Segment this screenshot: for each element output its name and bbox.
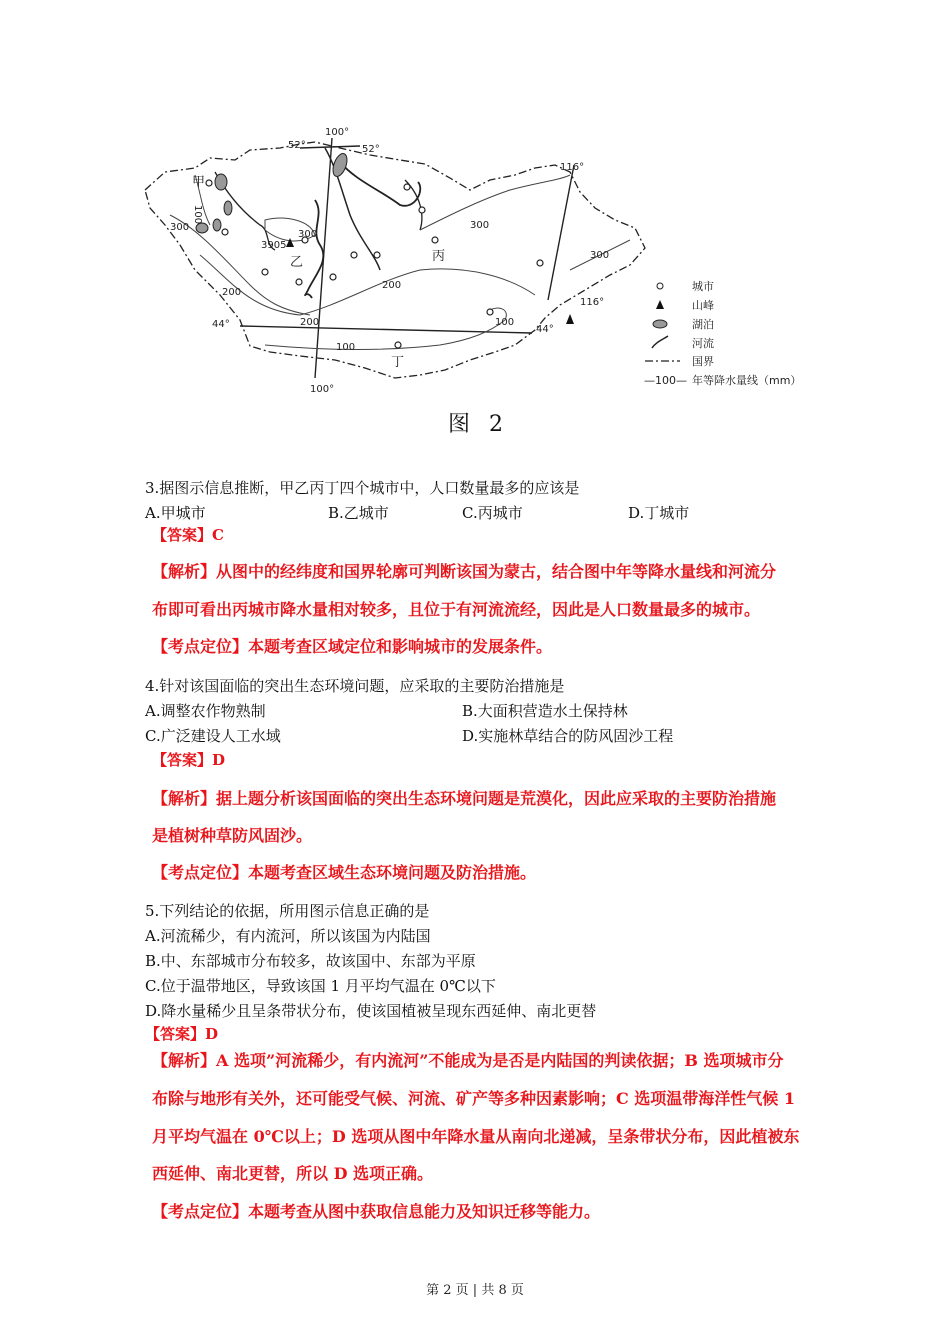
isohyet-label: 100 — [495, 317, 515, 328]
lake — [196, 223, 208, 233]
question-4-stem: 4.针对该国面临的突出生态环境问题，应采取的主要防治措施是 — [145, 677, 565, 695]
city-label-ding: 丁 — [391, 355, 405, 370]
city-marker — [296, 279, 302, 285]
city-marker — [404, 184, 410, 190]
question-4-option-d: D.实施林草结合的防风固沙工程 — [462, 727, 674, 745]
question-5-option-b: B.中、东部城市分布较多，故该国中、东部为平原 — [145, 952, 476, 970]
legend-border-label: 国界 — [692, 355, 714, 368]
legend-city-icon — [657, 283, 663, 289]
lon-label: 116° — [560, 162, 585, 173]
peak-height-label: 3905 — [261, 240, 287, 251]
city-marker — [487, 309, 493, 315]
city-marker-jia — [206, 180, 212, 186]
question-4-option-c: C.广泛建设人工水域 — [145, 727, 281, 745]
city-marker — [262, 269, 268, 275]
lon-label: 100° — [325, 127, 350, 138]
isohyet-label: 200 — [300, 317, 320, 328]
city-marker — [351, 252, 357, 258]
lake — [213, 219, 221, 231]
city-marker — [330, 274, 336, 280]
question-5-analysis-line4: 西延伸、南北更替，所以 D 选项正确。 — [152, 1164, 434, 1183]
question-3-option-b: B.乙城市 — [328, 504, 389, 522]
legend-peak-label: 山峰 — [692, 299, 714, 312]
question-5-option-d: D.降水量稀少且呈条带状分布，使该国植被呈现东西延伸、南北更替 — [145, 1002, 597, 1020]
legend-isohyet-icon: —100— — [644, 374, 687, 387]
figure-caption: 图 2 — [448, 412, 509, 437]
city-marker — [419, 207, 425, 213]
question-3-option-a: A.甲城市 — [145, 504, 206, 522]
city-marker-ding — [395, 342, 401, 348]
lat-label: 44° — [536, 324, 554, 335]
isohyet-label: 300 — [170, 222, 190, 233]
isohyet-label: 200 — [382, 280, 402, 291]
meridian-116 — [548, 165, 574, 300]
question-5-analysis-line1: 【解析】A 选项”河流稀少，有内流河”不能成为是否是内陆国的判读依据；B 选项城市分 — [152, 1051, 784, 1070]
lat-label: 52° — [288, 140, 306, 151]
question-3-analysis-line2: 布即可看出丙城市降水量相对较多，且位于有河流流经，因此是人口数量最多的城市。 — [152, 600, 761, 619]
lon-label: 100° — [310, 384, 335, 395]
question-4-point: 【考点定位】本题考查区域生态环境问题及防治措施。 — [152, 863, 537, 882]
isohyet-label: 300 — [470, 220, 490, 231]
legend-city-label: 城市 — [692, 280, 714, 293]
question-4-analysis-line1: 【解析】据上题分析该国面临的突出生态环境问题是荒漠化，因此应采取的主要防治措施 — [152, 789, 777, 808]
question-5-analysis-line2: 布除与地形有关外，还可能受气候、河流、矿产等多种因素影响；C 选项温带海洋性气候 1 — [152, 1089, 796, 1108]
parallel-52 — [300, 146, 360, 148]
isohyet-300 — [420, 175, 570, 230]
isohyet-label: 300 — [298, 229, 318, 240]
question-4-option-b: B.大面积营造水土保持林 — [462, 702, 628, 720]
city-label-yi: 乙 — [290, 255, 304, 270]
city-marker — [537, 260, 543, 266]
question-5-stem: 5.下列结论的依据，所用图示信息正确的是 — [145, 902, 430, 920]
question-4-analysis-line2: 是植树种草防风固沙。 — [152, 826, 313, 845]
lake — [224, 201, 232, 215]
city-label-jia: 甲 — [192, 175, 206, 190]
map-legend — [644, 280, 801, 387]
legend-river-label: 河流 — [692, 337, 714, 350]
peak-icon — [566, 314, 574, 324]
question-3-point: 【考点定位】本题考查区域定位和影响城市的发展条件。 — [152, 637, 553, 656]
question-4-answer: 【答案】D — [152, 751, 226, 769]
isohyet-label: 100 — [336, 342, 356, 353]
legend-lake-icon — [653, 320, 667, 328]
legend-isohyet-label: 年等降水量线（mm） — [692, 374, 802, 387]
page-footer: 第 2 页 | 共 8 页 — [426, 1283, 524, 1298]
isohyet-label: 100 — [192, 205, 203, 225]
city-marker — [222, 229, 228, 235]
legend-river-icon — [652, 336, 668, 348]
lon-label: 116° — [580, 297, 605, 308]
city-marker-bing — [432, 237, 438, 243]
question-5-analysis-line3: 月平均气温在 0℃以上；D 选项从图中年降水量从南向北递减，呈条带状分布，因此植被东 — [152, 1127, 800, 1146]
question-3-option-c: C.丙城市 — [462, 504, 523, 522]
precipitation-map — [140, 120, 820, 400]
question-4-option-a: A.调整农作物熟制 — [145, 702, 266, 720]
peak-icon — [286, 238, 294, 247]
lake — [215, 174, 227, 190]
question-5-answer: 【答案】D — [145, 1025, 219, 1043]
question-5-option-c: C.位于温带地区，导致该国 1 月平均气温在 0℃以下 — [145, 977, 496, 995]
isohyet-300 — [170, 215, 310, 315]
question-3-stem: 3.据图示信息推断，甲乙丙丁四个城市中，人口数量最多的应该是 — [145, 479, 580, 497]
question-5-option-a: A.河流稀少，有内流河，所以该国为内陆国 — [145, 927, 431, 945]
question-3-option-d: D.丁城市 — [628, 504, 690, 522]
isohyet-label: 200 — [222, 287, 242, 298]
isohyet-label: 300 — [590, 250, 610, 261]
lat-label: 44° — [212, 319, 230, 330]
city-label-bing: 丙 — [432, 249, 446, 264]
question-3-analysis-line1: 【解析】从图中的经纬度和国界轮廓可判断该国为蒙古，结合图中年等降水量线和河流分 — [152, 562, 777, 581]
parallel-44 — [240, 326, 532, 333]
river — [305, 200, 323, 298]
city-marker — [374, 252, 380, 258]
legend-peak-icon — [656, 300, 664, 309]
question-3-answer: 【答案】C — [152, 526, 224, 544]
lat-label: 52° — [362, 144, 380, 155]
question-5-point: 【考点定位】本题考查从图中获取信息能力及知识迁移等能力。 — [152, 1202, 601, 1221]
legend-lake-label: 湖泊 — [692, 318, 714, 331]
